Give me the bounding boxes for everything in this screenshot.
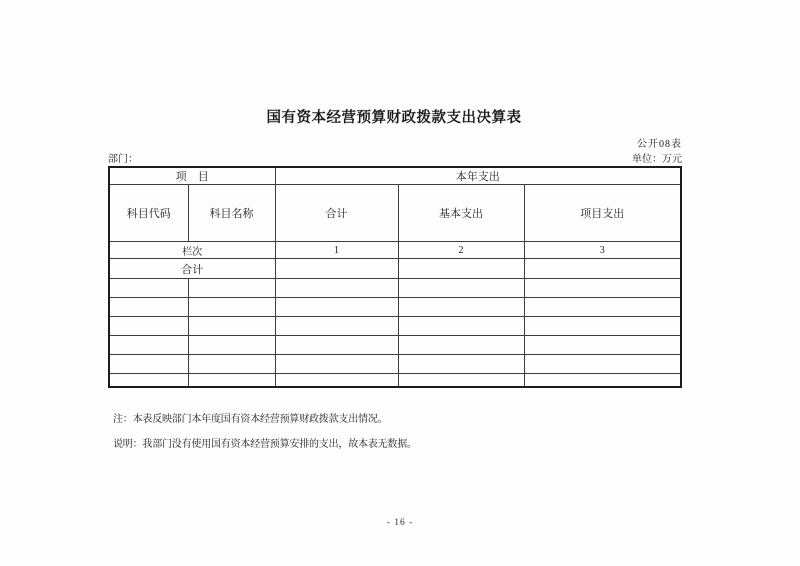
table-empty-cell <box>275 374 398 387</box>
table-empty-cell <box>398 374 524 387</box>
column-header-subject-name: 科目名称 <box>188 185 275 242</box>
total-row-value <box>398 259 524 279</box>
column-index-3: 3 <box>524 242 681 259</box>
total-row <box>109 259 681 279</box>
table-empty-cell <box>109 279 188 298</box>
total-row-value <box>524 259 681 279</box>
table-empty-cell <box>188 298 275 317</box>
table-empty-cell <box>524 279 681 298</box>
table-empty-cell <box>524 374 681 387</box>
table-empty-cell <box>275 317 398 336</box>
table-note: 注：本表反映部门本年度国有资本经营预算财政拨款支出情况。 <box>113 414 388 425</box>
column-index-2: 2 <box>398 242 524 259</box>
table-empty-cell <box>398 355 524 374</box>
header-group-current-year: 本年支出 <box>275 167 681 185</box>
column-index-row <box>109 242 681 259</box>
table-empty-cell <box>275 355 398 374</box>
page-title: 国有资本经营预算财政拨款支出决算表 <box>266 110 522 126</box>
column-header-project-expenditure: 项目支出 <box>524 185 681 242</box>
table-empty-cell <box>188 336 275 355</box>
table-empty-row <box>109 279 681 298</box>
page-number: - 16 - <box>386 518 414 528</box>
column-header-subject-code: 科目代码 <box>109 185 188 242</box>
table-empty-cell <box>398 279 524 298</box>
table-empty-cell <box>524 336 681 355</box>
total-row-value <box>275 259 398 279</box>
table-empty-cell <box>398 317 524 336</box>
table-empty-cell <box>398 336 524 355</box>
column-header-basic-expenditure: 基本支出 <box>398 185 524 242</box>
column-index-label: 栏次 <box>109 242 275 259</box>
table-meta-row <box>108 150 682 165</box>
column-index-1: 1 <box>275 242 398 259</box>
table-explanation-note: 说明：我部门没有使用国有资本经营预算安排的支出，故本表无数据。 <box>113 439 417 450</box>
table-empty-row <box>109 317 681 336</box>
column-header-total: 合计 <box>275 185 398 242</box>
table-empty-cell <box>524 355 681 374</box>
table-empty-rows <box>109 279 681 387</box>
table-empty-cell <box>109 298 188 317</box>
table-empty-cell <box>109 355 188 374</box>
total-row-label: 合计 <box>109 259 275 279</box>
table-empty-row <box>109 355 681 374</box>
table-empty-cell <box>275 279 398 298</box>
table-empty-row <box>109 374 681 387</box>
table-empty-cell <box>109 374 188 387</box>
table-empty-cell <box>109 336 188 355</box>
table-empty-cell <box>398 298 524 317</box>
header-group-row <box>109 167 681 185</box>
table-empty-cell <box>188 317 275 336</box>
table-code-label: 公开08表 <box>637 139 682 150</box>
unit-label: 单位：万元 <box>632 154 682 165</box>
table-empty-cell <box>109 317 188 336</box>
expenditure-table <box>108 166 682 388</box>
department-label: 部门： <box>108 154 138 165</box>
header-columns-row <box>109 185 681 242</box>
table-empty-cell <box>188 355 275 374</box>
table-empty-cell <box>524 317 681 336</box>
table-empty-cell <box>188 374 275 387</box>
table-empty-row <box>109 336 681 355</box>
table-empty-cell <box>275 298 398 317</box>
table-empty-cell <box>524 298 681 317</box>
table-empty-row <box>109 298 681 317</box>
table-empty-cell <box>188 279 275 298</box>
header-group-item: 项 目 <box>109 167 275 185</box>
table-empty-cell <box>275 336 398 355</box>
